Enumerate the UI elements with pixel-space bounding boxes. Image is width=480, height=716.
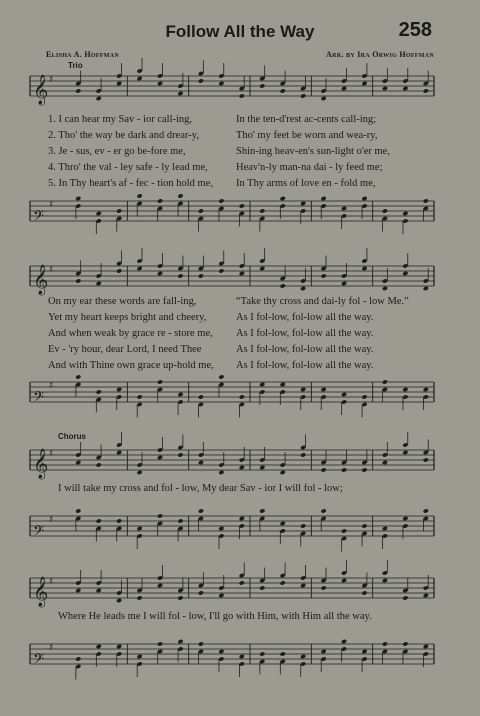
svg-text:♯: ♯ [49,200,54,210]
verse-line-3b: And when weak by grace re - store me, As I fol-low, fol-low all the way. [48,328,374,339]
svg-text:𝄞: 𝄞 [33,75,49,105]
chorus-line-2 [58,609,453,625]
staff-system3-treble [0,442,480,482]
chorus-text-1: I will take my cross and fol - low, My dear Sav - ior I will fol - low; [58,483,343,494]
svg-text:♯: ♯ [49,265,54,275]
verse-line-3: 3. Je - sus, ev - er go be-fore me, Shin-ing heav-en's sun-light o'er me, [48,146,390,157]
staff-system1-bass [0,193,480,233]
svg-text:𝄢: 𝄢 [33,389,44,409]
staff-system3-bass [0,508,480,548]
verse-line-2: 2. Tho' the way be dark and drear-y, Tho' my feet be worn and wea-ry, [48,130,378,141]
verse-line-2b: Yet my heart keeps bright and cheery, As I fol-low, fol-low all the way. [48,312,374,323]
svg-text:𝄢: 𝄢 [33,523,44,543]
verse-line-5b: And with Thine own grace up-hold me, As I fol-low, fol-low all the way. [48,360,374,371]
svg-text:♯: ♯ [49,643,54,653]
staff-system2-bass [0,374,480,414]
author-credit: Elisha A. Hoffman [46,50,119,59]
svg-text:♯: ♯ [49,515,54,525]
chorus-line-1 [58,481,453,497]
svg-text:♯: ♯ [49,577,54,587]
chorus-text-2: Where He leads me I will fol - low, I'll go with Him, with Him all the way. [58,611,372,622]
svg-text:♯: ♯ [49,75,54,85]
staff-system1-treble [0,68,480,108]
svg-text:𝄢: 𝄢 [33,208,44,228]
verses-block-1 [48,112,443,192]
hymn-title: Follow All the Way [165,22,315,41]
chorus-label: Chorus [58,432,86,441]
svg-text:𝄞: 𝄞 [33,449,49,479]
svg-text:𝄞: 𝄞 [33,265,49,295]
verse-line-4: 4. Thro' the val - ley safe - ly lead me, Heav'n-ly man-na dai - ly feed me; [48,162,383,173]
verse-line-4b: Ev - 'ry hour, dear Lord, I need Thee As I fol-low, fol-low all the way. [48,344,374,355]
staff-system4-bass [0,636,480,676]
staff-system2-treble [0,258,480,298]
arranger-credit: Arr. by Ira Orwig Hoffman [326,50,434,59]
verse-line-1b: On my ear these words are fall-ing, “Take thy cross and dai-ly fol - low Me.” [48,296,409,307]
verse-line-1: 1. I can hear my Sav - ior call-ing, In the ten-d'rest ac-cents call-ing; [48,114,377,125]
trio-label: Trio [68,61,83,70]
svg-text:♯: ♯ [49,449,54,459]
verse-line-5: 5. In Thy heart's af - fec - tion hold me, In Thy arms of love en - fold me, [48,178,376,189]
verses-block-2 [48,294,443,374]
svg-text:𝄞: 𝄞 [33,577,49,607]
svg-text:𝄢: 𝄢 [33,651,44,671]
staff-system4-treble [0,570,480,610]
hymn-number: 258 [398,19,432,41]
svg-text:♯: ♯ [49,381,54,391]
